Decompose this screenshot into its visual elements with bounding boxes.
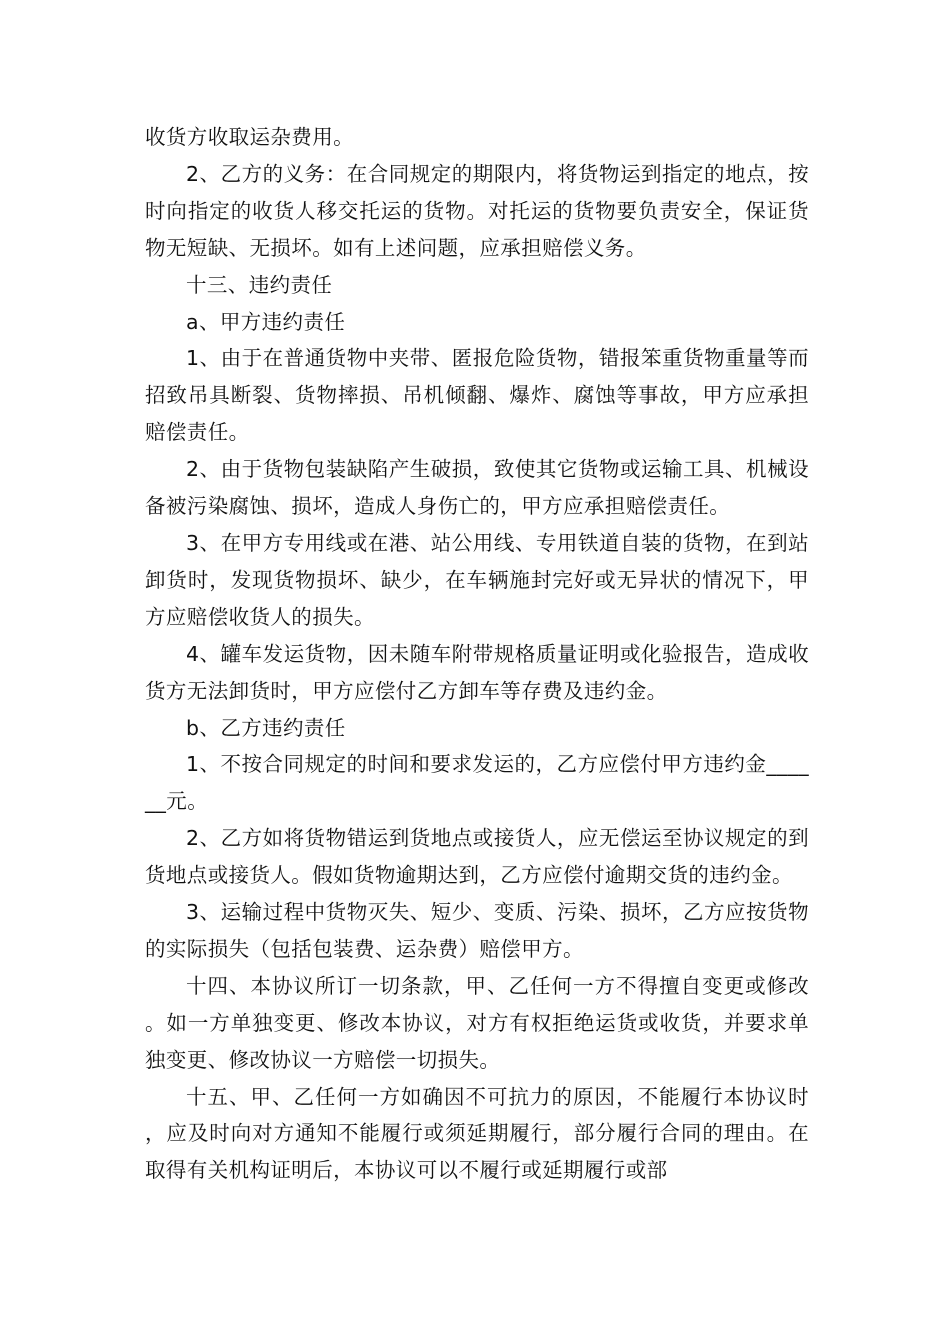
- subheading-party-a-breach: a、甲方违约责任: [186, 309, 346, 334]
- document-page: [145, 119, 809, 1189]
- paragraph-party-a-item-3: 3、在甲方专用线或在港、站公用线、专用铁道自装的货物，在到站卸货时，发现货物损坏、缺少，在车辆施封完好或无异状的情况下，甲方应赔偿收货人的损失。: [145, 530, 809, 629]
- paragraph-fee-continuation: 收货方收取运杂费用。: [145, 125, 354, 149]
- paragraph-party-a-item-1: 1、由于在普通货物中夹带、匿报危险货物，错报笨重货物重量等而招致吊具断裂、货物摔损、吊机倾翻、爆炸、腐蚀等事故，甲方应承担赔偿责任。: [145, 346, 809, 445]
- subheading-party-b-breach: b、乙方违约责任: [186, 715, 346, 740]
- section-15-force-majeure: 十五、甲、乙任何一方如确因不可抗力的原因，不能履行本协议时，应及时向对方通知不能履行或须延期履行，部分履行合同的理由。在取得有关机构证明后，本协议可以不履行或延期履行或部: [145, 1084, 809, 1183]
- paragraph-party-b-obligation: 2、乙方的义务：在合同规定的期限内，将货物运到指定的地点，按时向指定的收货人移交托运的货物。对托运的货物要负责安全，保证货物无短缺、无损坏。如有上述问题，应承担赔偿义务。: [145, 161, 809, 260]
- paragraph-party-b-item-2: 2、乙方如将货物错运到货地点或接货人，应无偿运至协议规定的到货地点或接货人。假如货物逾期达到，乙方应偿付逾期交货的违约金。: [145, 826, 809, 888]
- paragraph-party-b-item-3: 3、运输过程中货物灭失、短少、变质、污染、损坏，乙方应按货物的实际损失（包括包装费、运杂费）赔偿甲方。: [145, 900, 809, 961]
- paragraph-party-a-item-4: 4、罐车发运货物，因未随车附带规格质量证明或化验报告，造成收货方无法卸货时，甲方应偿付乙方卸车等存费及违约金。: [145, 641, 809, 703]
- section-heading-breach-liability: 十三、违约责任: [186, 272, 333, 297]
- section-14-no-modification: 十四、本协议所订一切条款，甲、乙任何一方不得擅自变更或修改。如一方单独变更、修改本协议，对方有权拒绝运货或收货，并要求单独变更、修改协议一方赔偿一切损失。: [145, 973, 809, 1072]
- paragraph-party-b-item-1: 1、不按合同规定的时间和要求发运的，乙方应偿付甲方违约金______元。: [145, 752, 809, 814]
- paragraph-party-a-item-2: 2、由于货物包装缺陷产生破损，致使其它货物或运输工具、机械设备被污染腐蚀、损坏，造成人身伤亡的，甲方应承担赔偿责任。: [145, 457, 809, 519]
